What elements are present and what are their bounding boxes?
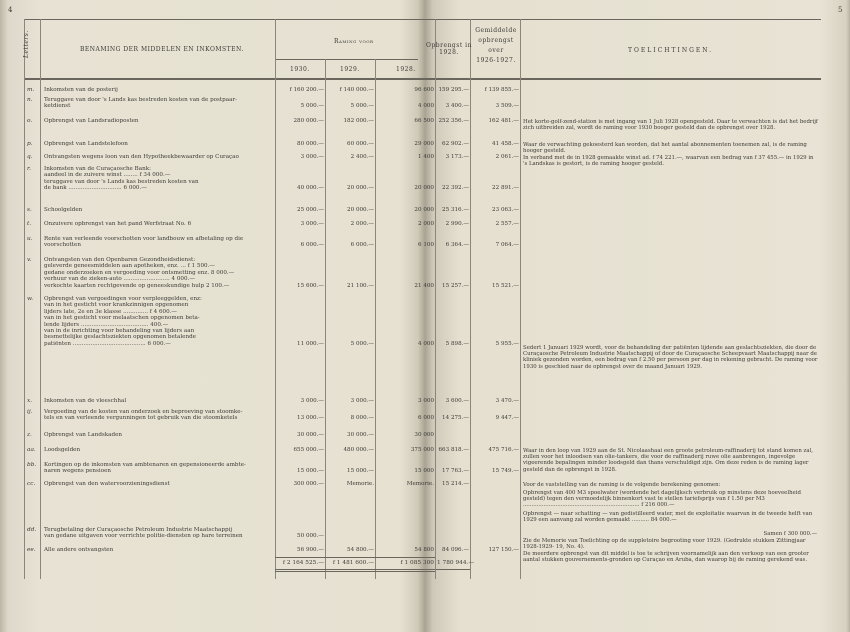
explanation-bank: In verband met de in 1928 gemaakte winst ad. f 74 221.—, waarvan een bedrag van f 37 455.— in 1929 in 's Landskas is gestort, is de raming hooger gesteld. [523,155,814,168]
row-description: voorschotten [44,242,81,249]
row-raming-1929: Memorie. [346,481,374,487]
row-raming-1930: f 160 200.— [289,87,324,93]
row-letter: q. [27,154,33,160]
row-description: Inkomsten van de Curaçaosche Bank: [44,166,151,172]
row-raming-1928: 4 000 [417,103,434,110]
header-year-1929: 1929. [340,66,360,73]
row-description: Teruggave van door 's Lands kas bestreden kosten van de postpaar- [44,97,237,103]
row-raming-1929: 182 000.— [343,118,374,124]
explanation-patienten: Sedert 1 Januari 1929 wordt, voor de behandeling der patiënten lijdende aan geslachtsziekten, die door de Curaçaosche Petroleum Industrie Maatschappij of door de Curaçaosche Scheepvaart Maatschappij naar de kliniek gezonden worden, een bedrag van f 2.50 per persoon per dag in rekening gebracht. De raming voor 1930 is geschied naar de opbrengst over de maand Januari 1929. [523,345,818,370]
row-gemiddelde: 2 557.— [495,221,519,227]
row-description: Opbrengst van Landstelefoon [44,141,128,147]
row-description: Terugbetaling der Curaçaosche Petroleum Industrie Maatschappij [44,527,233,533]
col-rule-1 [40,19,41,579]
row-opbrengst-1928: 663 818.— [438,447,469,453]
row-raming-1928: 29 000 [414,141,434,147]
row-description: de bank .............................. 6 000.— [44,185,147,192]
row-gemiddelde: 15 749.— [492,468,519,475]
row-description: Inkomsten van de vleeschhal [44,398,127,404]
header-raming-voor: Raming voor [334,38,374,45]
row-letter: ij. [27,409,33,415]
header-bottom-rule [24,78,821,80]
row-raming-1929: 6 000.— [350,242,374,249]
row-description: Loodsgelden [44,447,81,453]
totals-rule-bottom-2 [275,571,435,572]
row-opbrengst-1928: 3 400.— [445,103,469,110]
explanation-samen: Samen f 300 000.— [763,531,817,537]
row-letter: p. [27,141,33,147]
row-description: Inkomsten van de posterij [44,87,118,93]
row-raming-1928: 66 500 [414,118,434,124]
row-raming-1928: 6 100 [417,242,434,249]
total-opbrengst-1928: 1 780 944.— [437,560,475,566]
row-description: van in het gesticht voor krankzinnigen opgenomen [44,302,189,309]
row-opbrengst-1928: 159 295.— [438,87,469,93]
row-description: besmettelijke geslachtsziekten opgenomen betalende [44,334,196,341]
explanation-water-intro: Voor de vaststelling van de raming is de volgende berekening genomen: [523,482,721,488]
total-1928: f 1 085 300 [400,560,434,566]
col-rule-4 [375,59,376,579]
row-raming-1929: 20 000.— [347,207,374,213]
row-raming-1930: 655 000.— [293,447,324,453]
row-letter: z. [27,432,32,438]
row-description: Schoolgelden [44,207,83,213]
row-raming-1930: 40 000.— [297,185,324,192]
row-gemiddelde: 3 470.— [495,398,519,404]
row-description: teruggave van door 's Lands kas bestreden kosten van [44,178,199,185]
row-raming-1930: 15 000.— [297,468,324,475]
row-raming-1929: 54 800.— [347,547,374,553]
row-description: ketdienst [44,103,71,110]
row-opbrengst-1928: 25 316.— [442,207,469,213]
row-raming-1929: 3 000.— [350,398,374,404]
row-letter: x. [27,398,33,404]
col-rule-0 [24,19,25,579]
row-letter: aa. [27,447,36,453]
row-gemiddelde: 2 061.— [495,154,519,160]
row-letter: dd. [27,527,37,533]
row-description: Opbrengst van den watervoorzieningsdienst [44,481,170,487]
row-raming-1929: 480 000.— [343,447,374,453]
row-opbrengst-1928: 62 902.— [442,141,469,147]
row-raming-1930: 3 000.— [300,221,324,227]
row-description: van in het gesticht voor melaatschen opgenomen beta- [44,315,200,322]
row-raming-1930: 6 000.— [300,242,324,249]
row-raming-1928: 20 000 [414,207,434,213]
row-raming-1930: 3 000.— [300,398,324,404]
row-opbrengst-1928: 3 600.— [445,398,469,404]
row-description: Opbrengst van Landsradioposten [44,118,139,124]
row-gemiddelde: 23 063.— [492,207,519,213]
row-description: Opbrengst van vergoedingen voor verpleeggelden, enz: [44,296,202,302]
row-opbrengst-1928: 5 898.— [445,340,469,347]
row-raming-1929: 20 000.— [347,185,374,192]
row-letter: bb. [27,462,37,468]
header-letters: Letters. [23,30,30,58]
total-1929: f 1 481 600.— [332,560,374,566]
row-description: Vergoeding van de kosten van onderzoek en beproeving van stoomke- [44,409,243,415]
header-benaming: BENAMING DER MIDDELEN EN INKOMSTEN. [80,46,244,53]
header-gemiddelde: Gemiddelde opbrengst over 1926-1927. [475,27,517,64]
row-description: verhuur van de zieken-auto .......................... 4 000.— [44,276,195,283]
row-description: patiënten ......................................... 6 000.— [44,340,171,347]
row-description: van in de inrichting voor behandeling van lijders aan [44,328,195,334]
explanation-spoelwater: Opbrengst van 400 M3 spoelwater (wordende het dagelijksch verbruik op minstens deze hoeveelheid gesteld) tegen den vermoedelijk binnenkort vast te stellen tariefsprijs van f 1.50 per M3 .................................................................... f 216 000.— [523,490,801,509]
row-raming-1928: 4 000 [417,340,434,347]
totals-rule-d [436,569,470,570]
header-opbrengst-1928: Opbrengst in 1928. [426,42,472,56]
row-raming-1928: 1 400 [417,154,434,160]
explanation-andere: De meerdere opbrengst van dit middel is toe te schrijven voornamelijk aan den verkoop van een grooter aantal stukken gouvernements-gronden op Curaçao en Aruba, dan waarop bij de raming gerekend was. [523,551,809,564]
totals-rule-top [275,557,435,558]
header-year-1930: 1930. [290,66,310,73]
row-gemiddelde: 475 716.— [488,447,519,453]
row-letter: r. [27,166,31,172]
row-raming-1929: 5 000.— [350,340,374,347]
row-gemiddelde: 162 481.— [488,118,519,124]
row-raming-1928: 3 000 [417,398,434,404]
row-gemiddelde: 9 447.— [495,415,519,422]
row-raming-1928: 15 000 [414,468,434,475]
row-gemiddelde: 3 509.— [495,103,519,110]
row-letter: t. [27,221,32,227]
row-raming-1930: 11 000.— [297,340,324,347]
row-description: Rente van verleende voorschotten voor landbouw en afbetaling op die [44,236,244,242]
col-rule-3 [325,59,326,579]
row-raming-1930: 300 000.— [293,481,324,487]
row-description: gedane onderzoeken en vergoeding voor ontsmetting enz. 8 000.— [44,269,235,276]
header-toelichtingen: TOELICHTINGEN. [628,47,714,54]
raming-subrule [275,59,418,60]
row-gemiddelde: f 139 855.— [484,87,519,93]
row-gemiddelde: 5 955.— [495,340,519,347]
row-raming-1930: 280 000.— [293,118,324,124]
row-description: verkochte kaarten rechtgevende op geneeskundige hulp 2 100.— [44,282,230,289]
row-opbrengst-1928: 3 173.— [445,154,469,160]
header-top-rule [24,19,821,20]
row-letter: u. [27,236,33,242]
page-number-left: 4 [8,6,13,14]
row-raming-1929: 5 000.— [350,103,374,110]
row-raming-1930: 3 000.— [300,154,324,160]
row-gemiddelde: 127 150.— [488,547,519,553]
totals-rule-bottom-1 [275,569,435,570]
row-gemiddelde: 22 891.— [492,185,519,192]
row-raming-1930: 15 600.— [297,282,324,289]
row-raming-1929: 60 000.— [347,141,374,147]
page-number-right: 5 [838,6,843,14]
row-description: Ontvangsten wegens loon van den Hypotheekbewaarder op Curaçao [44,154,239,160]
explanation-telefoon: Waar de verwachting gekoesterd kan worden, dat het aantal abonnementen toenemen zal, is de raming hooger gesteld. [523,142,807,155]
row-description: Onzuivere opbrengst van het pand Werfstraat No. 6 [44,221,192,227]
row-raming-1929: 15 000.— [347,468,374,475]
row-opbrengst-1928: 6 364.— [445,242,469,249]
explanation-memorie: Zie de Memorie van Toelichting op de suppletoire begrooting voor 1929. (Gedrukte stukken Zittingjaar 1928-1929- 19, No. 4). [523,538,806,551]
row-raming-1928: 20 000 [414,185,434,192]
row-description: aandeel in de zuivere winst ........ f 34 000.— [44,172,171,179]
row-opbrengst-1928: 17 763.— [442,468,469,475]
explanation-loodsgelden: Waar in den loop van 1929 aan de St. Nicolaashaai een groote petroleum-raffinaderij tot stand komen zal, zullen voor het inloodsen van olie-tankers, die voor de raffinaderij ruwe olie aanbrengen, ingevolge vigeerende bepalingen minder loodsgeld dan thans verschuldigd zijn. Om deze reden is de raming lager gesteld dan de opbrengst in 1928. [523,448,814,473]
row-letter: m. [27,87,35,93]
row-description: Kortingen op de inkomsten van ambtenaren en gepensioneerde ambte- [44,462,246,468]
row-raming-1928: 54 800 [414,547,434,553]
row-raming-1928: 21 400 [414,282,434,289]
row-description: tels en van verleende vergunningen tot gebruik van die stoomketels [44,415,238,422]
row-opbrengst-1928: 15 214.— [442,481,469,487]
row-raming-1929: 30 000.— [347,432,374,438]
row-description: lijders late, 2e en 3e klasse .............. f 4 600.— [44,308,177,315]
row-description: Opbrengst van Landskaden [44,432,123,438]
row-raming-1930: 13 000.— [297,415,324,422]
row-description: lende lijders ...................................... 400.— [44,321,169,328]
row-raming-1929: 21 100.— [347,282,374,289]
row-letter: v. [27,257,32,263]
explanation-radio: Het korte-golf-zend-station is met ingang van 1 Juli 1928 opengesteld. Daar te verwachten is dat het bedrijf zich uitbreiden zal, wordt de raming voor 1930 booger gesteld dan de opbrengst over 1928. [523,119,818,132]
row-raming-1930: 80 000.— [297,141,324,147]
col-rule-7 [520,19,521,579]
row-description: Alle andere ontvangsten [44,547,114,553]
row-description: geleverde geneesmiddelen aan apotheken, enz. ... f 1 500.— [44,263,215,270]
row-opbrengst-1928: 2 990.— [445,221,469,227]
row-raming-1929: 2 400.— [350,154,374,160]
header-year-1928: 1928. [396,66,416,73]
row-raming-1929: 2 000.— [350,221,374,227]
row-raming-1928: 2 000 [417,221,434,227]
row-opbrengst-1928: 84 096.— [442,547,469,553]
row-opbrengst-1928: 14 275.— [442,415,469,422]
row-raming-1930: 56 900.— [297,547,324,553]
row-raming-1929: 8 000.— [350,415,374,422]
row-opbrengst-1928: 22 392.— [442,185,469,192]
row-letter: s. [27,207,32,213]
row-raming-1928: 375 000 [410,447,434,453]
row-letter: ee. [27,547,36,553]
row-description: van gedane uitgaven voor verrichte politie-diensten op hare terreinen [44,533,243,540]
row-letter: w. [27,296,34,302]
row-raming-1928: Memorie. [406,481,434,487]
row-opbrengst-1928: 15 257.— [442,282,469,289]
row-raming-1930: 25 000.— [297,207,324,213]
row-opbrengst-1928: 252 356.— [438,118,469,124]
row-raming-1928: 96 600 [414,87,434,93]
row-raming-1930: 50 000.— [297,533,324,540]
row-raming-1930: 30 000.— [297,432,324,438]
row-description: Ontvangsten van den Openbaren Gezondheidsdienst: [44,257,196,263]
row-raming-1929: f 140 000.— [339,87,374,93]
row-gemiddelde: 15 521.— [492,282,519,289]
row-gemiddelde: 41 458.— [492,141,519,147]
row-letter: o. [27,118,33,124]
row-gemiddelde: 7 064.— [495,242,519,249]
row-letter: cc. [27,481,36,487]
row-raming-1928: 30 000 [414,432,434,438]
row-raming-1930: 5 000.— [300,103,324,110]
row-raming-1928: 6 000 [417,415,434,422]
row-description: naren wegens pensioen [44,468,111,475]
explanation-gedistilleerd: Opbrengst — naar schatting — van gedistilleerd water, met de exploitatie waarvan in de tweede helft van 1929 een aanvang zal worden gemaakt .......... 84 000.— [523,511,813,524]
row-letter: n. [27,97,33,103]
total-1930: f 2 164 525.— [282,560,324,566]
